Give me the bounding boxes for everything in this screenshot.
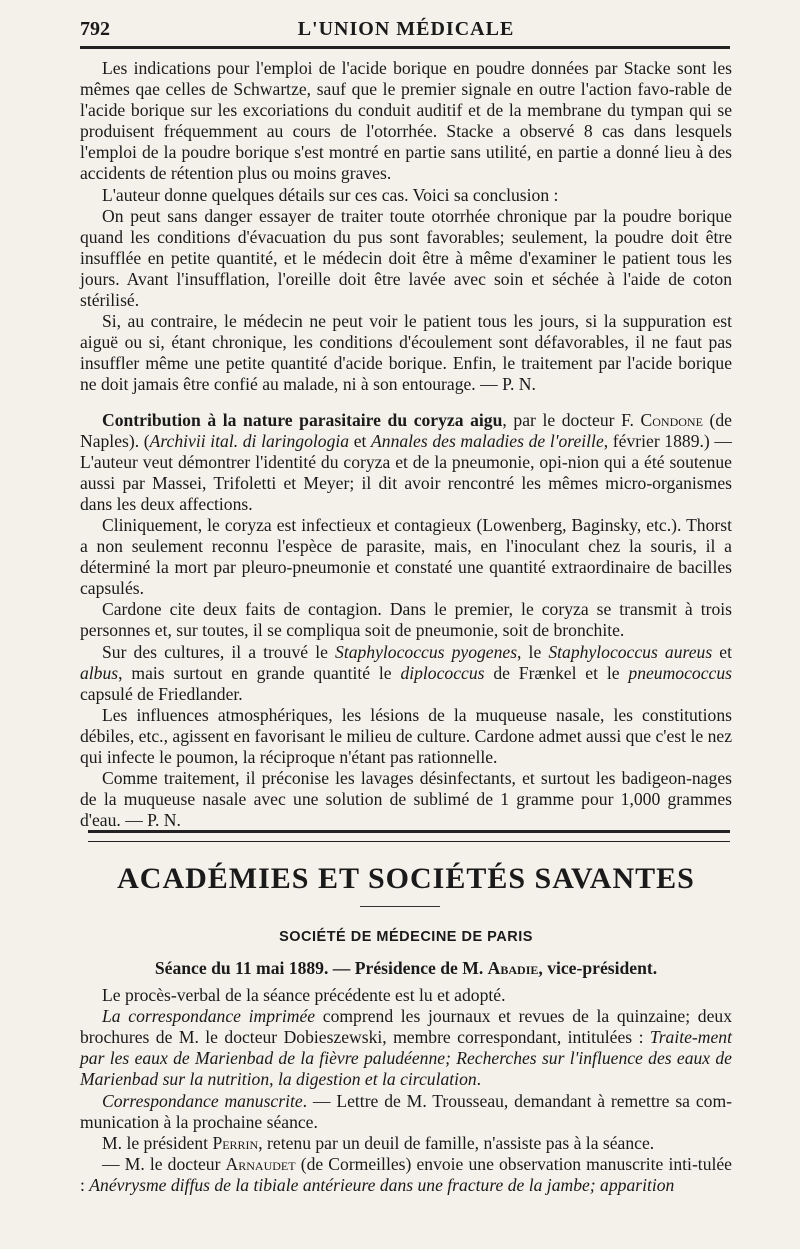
- paragraph: Les influences atmosphériques, les lésions de la muqueuse nasale, les constitutions débiles, etc., agissent en favorisant le milieu de culture. Cardone admet aussi que c'est le nez qui infecte le poumon, la réciproque n'étant pas rationnelle.: [80, 704, 732, 767]
- publication-title: Anévrysme diffus de la tibiale antérieure dans une fracture de la jambe; apparition: [89, 1174, 675, 1195]
- text-run: , février 1889.) — L'auteur veut démontrer l'identité du coryza et de la pneumonie, opi-nion qui a été soutenue aussi par Massei, Trifoletti et Meyer; il dit avoir rencontré les mêmes micro-organismes dans les deux affections.: [80, 430, 732, 514]
- paragraph-text: Si, au contraire, le médecin ne peut voir le patient tous les jours, si la suppuration est aiguë ou si, étant chronique, les conditions d'écoulement sont défavorables, il ne faut pas insuffler même une petite quantité d'acide borique. Enfin, le traitement par l'acide borique ne doit jamais être confié au malade, ni à son entourage.: [80, 311, 732, 395]
- text-run: (de Naples). (: [80, 409, 732, 451]
- text-run: et: [712, 641, 732, 662]
- paragraph: On peut sans danger essayer de traiter toute otorrhée chronique par la poudre borique quand les conditions d'évacuation du pus sont favorables; seulement, la poudre doit être insufflée en petite quantité, et le médecin doit être à même d'examiner le patient tous les jours. Avant l'insufflation, l'oreille doit être lavée avec soin et séchée à l'aide de coton stérilisé.: [80, 205, 732, 311]
- paragraph: L'auteur donne quelques détails sur ces cas. Voici sa conclusion :: [102, 184, 559, 205]
- person-name: Arnaudet: [225, 1153, 296, 1174]
- text-run: , retenu par un deuil de famille, n'assiste pas à la séance.: [258, 1132, 655, 1153]
- paragraph: Cardone cite deux faits de contagion. Dans le premier, le coryza se transmit à trois personnes et, sur toutes, il se compliqua soit de pneumonie, soit de bronchite.: [80, 599, 732, 641]
- minutes-label: La correspondance imprimée: [102, 1006, 316, 1027]
- text-run: . — Lettre de M. Trousseau, demandant à remettre sa com-munication à la prochaine séance.: [80, 1090, 732, 1132]
- title-underline: [360, 906, 440, 907]
- paragraph: [80, 1091, 732, 1133]
- header-rule: [80, 46, 730, 49]
- text-run: Séance du 11 mai 1889. — Présidence de M.: [154, 958, 488, 978]
- text-run: , vice-président.: [538, 958, 658, 978]
- paragraph: [80, 1006, 732, 1090]
- paragraph: [80, 311, 732, 395]
- publication-title: Traite-ment par les eaux de Marienbad de la fièvre paludéenne; Recherches sur l'influence des eaux de Marienbad sur la nutrition, la digestion et la circulation: [80, 1027, 732, 1090]
- review-column: [80, 58, 732, 831]
- paragraph: [80, 1133, 732, 1154]
- person-name: Abadie: [487, 958, 539, 978]
- text-run: , le: [517, 641, 549, 662]
- journal-name: Archivii ital. di laringologia: [149, 430, 350, 451]
- paragraph: Le procès-verbal de la séance précédente est lu et adopté.: [102, 985, 506, 1006]
- section-divider: [88, 830, 730, 842]
- page-header: [80, 14, 732, 44]
- text-run: , par le docteur F.: [502, 409, 641, 430]
- text-run: (de Cormeilles) envoie une observation manuscrite inti-tulée :: [80, 1153, 732, 1195]
- species-name: albus: [80, 662, 119, 683]
- spacer: [80, 396, 732, 410]
- author-name: Condone: [640, 409, 703, 430]
- minutes-label: Correspondance manuscrite: [102, 1090, 303, 1111]
- text-run: , mais surtout en grande quantité le: [118, 662, 401, 683]
- text-run: .: [476, 1069, 482, 1090]
- section-title: ACADÉMIES ET SOCIÉTÉS SAVANTES: [117, 862, 695, 895]
- paragraph-text: Comme traitement, il préconise les lavages désinfectants, et surtout les badigeon-nages de la muqueuse nasale avec une solution de sublimé de 1 gramme pour 1,000 grammes d'eau.: [80, 768, 732, 831]
- paragraph: Cliniquement, le coryza est infectieux et contagieux (Lowenberg, Baginsky, etc.). Thorst a non seulement reconnu l'espèce de parasite, mais, en l'inoculant chez la souris, il a déterminé la mort par pleuro-pneumonie et constaté une quantité extraordinaire de bacilles capsulés.: [80, 514, 732, 599]
- session-line: [80, 958, 732, 979]
- text-run: et: [349, 430, 372, 451]
- paragraph: [80, 1154, 732, 1196]
- page-number: 792: [80, 18, 110, 40]
- species-name: pneumococcus: [628, 662, 732, 683]
- society-title: SOCIÉTÉ DE MÉDECINE DE PARIS: [279, 929, 533, 945]
- paragraph: [80, 768, 732, 831]
- species-name: Staphylococcus aureus: [548, 641, 713, 662]
- article-title: Contribution à la nature parasitaire du coryza aigu: [102, 409, 503, 430]
- article-intro: [80, 410, 732, 515]
- text-run: comprend les journaux et revues de la quinzaine; deux brochures de M. le docteur Dobieszewski, membre correspondant, intitulées :: [80, 1006, 733, 1048]
- text-run: de Frænkel et le: [484, 662, 629, 683]
- text-run: Sur des cultures, il a trouvé le: [102, 641, 336, 662]
- text-run: M. le président: [102, 1132, 213, 1153]
- paragraph: Les indications pour l'emploi de l'acide borique en poudre données par Stacke sont les mêmes qae celles de Schwartze, sauf que le premier signale en outre l'action favo-rable de l'acide borique sur les excoriations du conduit auditif et de la membrane du tympan qui se produisent fréquemment au cours de l'otorrhée. Stacke a observé 8 cas dans lesquels l'emploi de la poudre borique s'est montré en partie sans utilité, en partie a donné lieu à des accidents de rétention plus ou moins graves.: [80, 58, 732, 184]
- species-name: diplococcus: [400, 662, 485, 683]
- species-name: Staphylococcus pyogenes: [335, 641, 518, 662]
- author-signature: — P. N.: [480, 374, 536, 395]
- text-run: capsulé de Friedlander.: [80, 683, 243, 704]
- author-signature: — P. N.: [125, 810, 181, 831]
- journal-name: Annales des maladies de l'oreille: [371, 430, 604, 451]
- journal-title: L'UNION MÉDICALE: [297, 18, 515, 40]
- text-run: — M. le docteur: [102, 1153, 226, 1174]
- paragraph: [80, 642, 732, 705]
- person-name: Perrin: [212, 1132, 259, 1153]
- minutes-column: [80, 958, 732, 1196]
